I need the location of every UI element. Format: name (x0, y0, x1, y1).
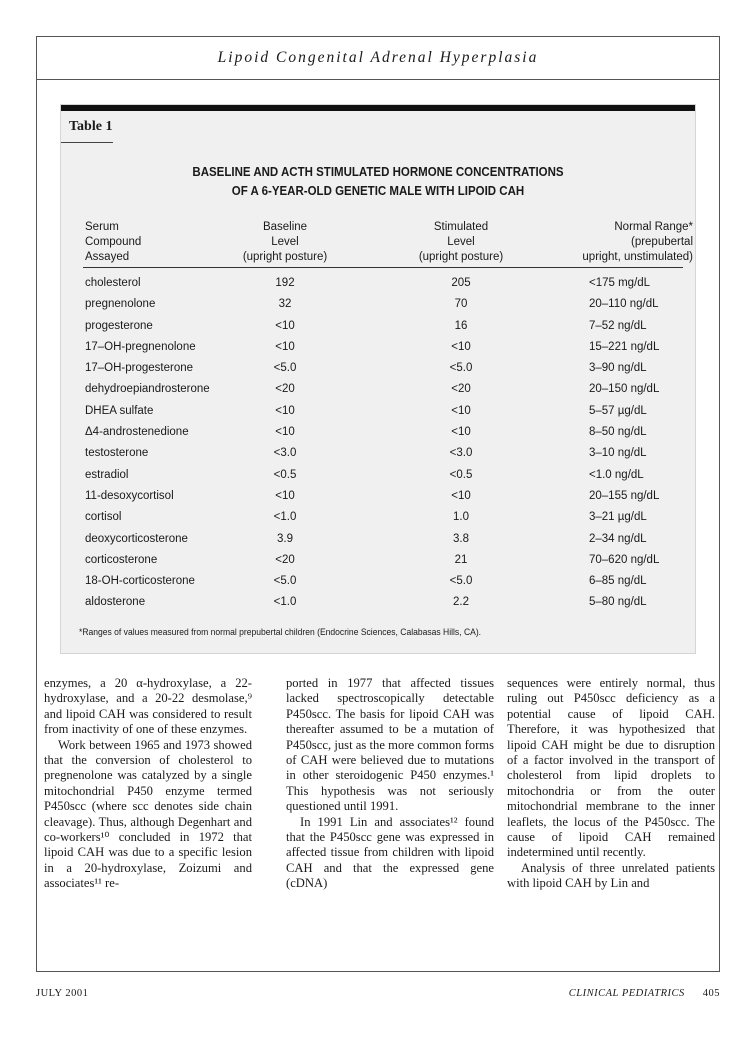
cell-baseline: 192 (275, 277, 295, 289)
table-row (61, 465, 695, 486)
cell-normal-range: 8–50 ng/dL (589, 426, 647, 439)
cell-compound: aldosterone (85, 596, 146, 609)
paragraph: ported in 1977 that affected tissues lacked spectroscopically detectable P450scc. The basis for lipoid CAH was thereafter assumed to be a mutation of P450scc, just as the more common forms of CAH were believed due to mutations in other steroidogenic P450 enzymes.¹ This hypothesis was not seriously questioned until 1991. (286, 676, 494, 814)
cell-stimulated: <10 (451, 340, 471, 353)
table-row (61, 294, 695, 315)
cell-baseline: <5.0 (273, 575, 297, 588)
cell-stimulated: <10 (451, 426, 471, 439)
running-head: Lipoid Congenital Adrenal Hyperplasia (36, 36, 720, 80)
cell-normal-range: 3–21 µg/dL (589, 511, 647, 524)
cell-compound: testosterone (85, 447, 149, 460)
cell-baseline: <10 (275, 404, 295, 417)
cell-compound: 17–OH-progesterone (85, 362, 194, 375)
cell-compound: cortisol (85, 511, 122, 524)
cell-normal-range: 5–57 µg/dL (589, 404, 647, 417)
cell-baseline: <5.0 (273, 362, 297, 375)
cell-stimulated: <5.0 (449, 362, 473, 375)
paragraph: sequences were entirely normal, thus ruling out P450scc deficiency as a potential cause of lipoid CAH. Therefore, it was hypothesized that lipoid CAH might be due to disruption of a factor involved in the transport of cholesterol from lipid droplets to mitochondria or from the outer mitochondrial membrane to the inner leaflets, the locus of the P450scc. The cause of lipoid CAH remained indetermined until recently. (507, 676, 715, 860)
cell-compound: pregnenolone (85, 298, 156, 311)
table-row (61, 401, 695, 422)
cell-normal-range: 6–85 ng/dL (589, 575, 647, 588)
cell-normal-range: 7–52 ng/dL (589, 319, 647, 332)
cell-normal-range: <175 mg/dL (589, 277, 651, 289)
cell-stimulated: 2.2 (453, 596, 469, 609)
cell-compound: corticosterone (85, 553, 158, 566)
cell-baseline: <20 (275, 383, 295, 396)
header-normal-range: Normal Range* (prepubertal upright, unstimulated) (582, 221, 693, 263)
paragraph: Work between 1965 and 1973 showed that the conversion of cholesterol to pregnenolone was catalyzed by a single mitochondrial P450 enzyme termed P450scc (where scc denotes side chain cleavage). Thus, although Degenhart and co-workers¹⁰ concluded in 1972 that lipoid CAH was due to a specific lesion in a 20-hydroxylase, Zoizumi and associates¹¹ re- (44, 737, 252, 891)
cell-normal-range: 3–90 ng/dL (589, 362, 647, 375)
table-title-line-1: BASELINE AND ACTH STIMULATED HORMONE CONCENTRATIONS (192, 165, 564, 179)
cell-stimulated: <20 (451, 383, 471, 396)
cell-baseline: <1.0 (273, 596, 297, 609)
page-number: 405 (702, 988, 720, 999)
table-row (61, 358, 695, 379)
cell-baseline: <20 (275, 553, 295, 566)
table-row (61, 529, 695, 550)
header-rule (83, 267, 683, 268)
cell-stimulated: 3.8 (453, 532, 469, 545)
body-column-3 (507, 676, 715, 892)
table-title-line-2: OF A 6-YEAR-OLD GENETIC MALE WITH LIPOID CAH (231, 184, 525, 198)
table-title (86, 163, 669, 201)
cell-baseline: <0.5 (273, 468, 297, 481)
cell-stimulated: 1.0 (453, 511, 469, 524)
header-baseline: Baseline Level (upright posture) (242, 221, 328, 263)
cell-baseline: <10 (275, 489, 295, 502)
cell-compound: deoxycorticosterone (85, 532, 188, 545)
table-row (61, 571, 695, 592)
cell-stimulated: <3.0 (449, 447, 473, 460)
cell-normal-range: 2–34 ng/dL (589, 532, 647, 545)
table-top-bar (61, 105, 695, 111)
table-row (61, 422, 695, 443)
cell-compound: estradiol (85, 468, 129, 481)
table-1 (60, 104, 696, 654)
table-label: Table 1 (69, 119, 113, 134)
cell-baseline: <10 (275, 340, 295, 353)
table-row (61, 486, 695, 507)
paragraph: Analysis of three unrelated patients with lipoid CAH by Lin and (507, 860, 715, 891)
cell-normal-range: 20–150 ng/dL (589, 383, 660, 396)
table-row (61, 316, 695, 337)
table-footnote: *Ranges of values measured from normal prepubertal children (Endocrine Sciences, Calabasas Hills, CA). (79, 627, 482, 637)
cell-normal-range: 20–155 ng/dL (589, 489, 660, 502)
cell-stimulated: <10 (451, 404, 471, 417)
footer-journal (569, 988, 720, 999)
cell-normal-range: 5–80 ng/dL (589, 596, 647, 609)
body-column-1 (44, 676, 252, 892)
cell-compound: 18-OH-corticosterone (85, 575, 195, 588)
cell-stimulated: 205 (451, 277, 471, 289)
cell-compound: cholesterol (85, 277, 141, 289)
cell-stimulated: 70 (454, 298, 468, 311)
table-body (61, 273, 695, 614)
cell-normal-range: 20–110 ng/dL (589, 298, 659, 311)
paragraph: In 1991 Lin and associates¹² found that the P450scc gene was expressed in affected tissue from children with lipoid CAH and that the expressed gene (cDNA) (286, 814, 494, 891)
cell-compound: progesterone (85, 319, 153, 332)
table-row (61, 379, 695, 400)
table-row (61, 592, 695, 613)
cell-stimulated: 16 (454, 319, 468, 332)
cell-baseline: <10 (275, 426, 295, 439)
table-row (61, 443, 695, 464)
cell-baseline: <1.0 (273, 511, 297, 524)
table-row (61, 337, 695, 358)
table-label-rule (61, 142, 113, 143)
journal-name: CLINICAL PEDIATRICS (568, 988, 685, 999)
table-row (61, 273, 695, 294)
header-stimulated: Stimulated Level (upright posture) (418, 221, 504, 263)
cell-baseline: <3.0 (273, 447, 297, 460)
cell-stimulated: <10 (451, 489, 471, 502)
cell-compound: 11-desoxycortisol (85, 489, 174, 502)
table-row (61, 550, 695, 571)
cell-baseline: <10 (275, 319, 295, 332)
cell-baseline: 32 (278, 298, 292, 311)
cell-compound: 17–OH-pregnenolone (85, 340, 196, 353)
cell-normal-range: 70–620 ng/dL (589, 553, 660, 566)
cell-compound: dehydroepiandrosterone (85, 383, 210, 396)
cell-compound: DHEA sulfate (85, 404, 154, 417)
cell-compound: Δ4-androstenedione (85, 426, 189, 439)
cell-baseline: 3.9 (277, 532, 293, 545)
paragraph: enzymes, a 20 α-hydroxylase, a 22-hydroxylase, and a 20-22 desmolase,⁹ and lipoid CAH was considered to result from inactivity of one of these enzymes. (44, 676, 252, 737)
cell-stimulated: 21 (454, 553, 468, 566)
cell-stimulated: <0.5 (449, 468, 473, 481)
cell-normal-range: 3–10 ng/dL (589, 447, 647, 460)
cell-normal-range: 15–221 ng/dL (589, 340, 660, 353)
cell-normal-range: <1.0 ng/dL (589, 468, 644, 481)
body-column-2 (286, 676, 494, 892)
footer-date: JULY 2001 (36, 988, 89, 999)
cell-stimulated: <5.0 (449, 575, 473, 588)
table-row (61, 507, 695, 528)
header-compound: Serum Compound Assayed (85, 221, 142, 263)
